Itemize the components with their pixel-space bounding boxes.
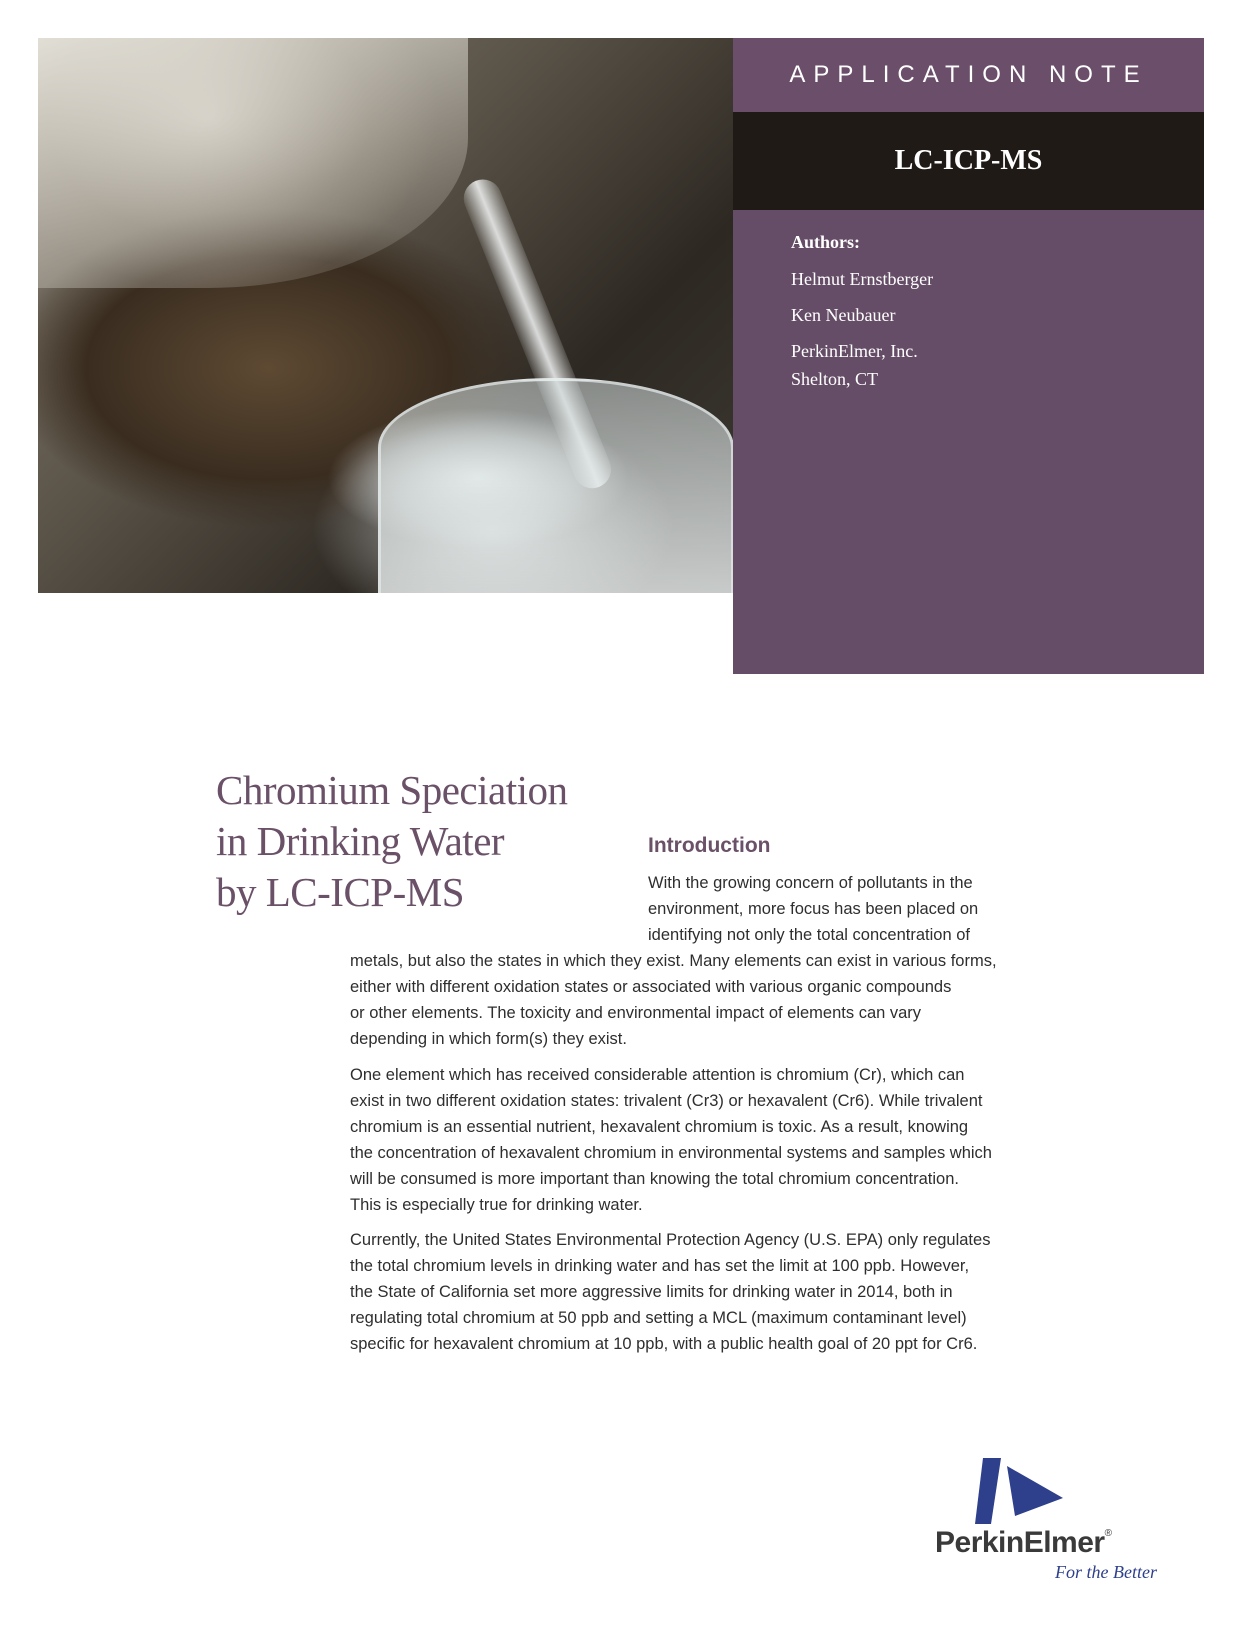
title-line: by LC-ICP-MS — [216, 869, 465, 915]
paragraph-line: specific for hexavalent chromium at 10 ppb, with a public health goal of 20 ppt for Cr6. — [350, 1335, 978, 1353]
paragraph-line: depending in which form(s) they exist. — [350, 1030, 627, 1048]
paragraph-line: chromium is an essential nutrient, hexavalent chromium is toxic. As a result, knowing — [350, 1118, 969, 1136]
technique-label: LC-ICP-MS — [894, 145, 1043, 176]
introduction-heading: Introduction — [648, 834, 771, 857]
glass-shape — [378, 378, 734, 593]
paragraph-line: or other elements. The toxicity and environmental impact of elements can vary — [350, 1004, 922, 1022]
paragraph-line: regulating total chromium at 50 ppb and setting a MCL (maximum contaminant level) — [350, 1309, 967, 1327]
paragraph-line: environment, more focus has been placed on — [648, 900, 979, 918]
author-name: Ken Neubauer — [791, 305, 896, 325]
paragraph-line: With the growing concern of pollutants in the — [648, 874, 973, 892]
paragraph-line: exist in two different oxidation states: trivalent (Cr3) or hexavalent (Cr6). While trivalent — [350, 1092, 983, 1110]
paragraph-line: Currently, the United States Environmental Protection Agency (U.S. EPA) only regulates — [350, 1231, 991, 1249]
hero-photo-pouring-water — [38, 38, 738, 593]
technique-banner — [733, 112, 1204, 210]
paragraph-line: either with different oxidation states or associated with various organic compounds — [350, 978, 952, 996]
perkinelmer-wordmark — [935, 1526, 1111, 1560]
paragraph-line: the concentration of hexavalent chromium in environmental systems and samples which — [350, 1144, 992, 1162]
pitcher-shape — [38, 38, 468, 288]
paragraph-line: the total chromium levels in drinking water and has set the limit at 100 ppb. However, — [350, 1257, 970, 1275]
author-affiliation: PerkinElmer, Inc. — [791, 341, 918, 361]
intro-paragraph-2 — [350, 1062, 992, 1218]
title-line: Chromium Speciation — [216, 767, 568, 813]
application-note-banner — [733, 38, 1204, 112]
wordmark-text: PerkinElmer — [935, 1526, 1105, 1559]
perkinelmer-logo-mark-icon — [975, 1458, 1065, 1524]
author-location: Shelton, CT — [791, 369, 879, 389]
authors-heading: Authors: — [791, 232, 861, 252]
logo-tagline: For the Better — [1055, 1562, 1157, 1582]
intro-paragraph-1-bottom — [350, 948, 997, 1052]
paragraph-line: This is especially true for drinking water. — [350, 1196, 643, 1214]
document-title — [216, 765, 596, 918]
paragraph-line: metals, but also the states in which they exist. Many elements can exist in various forms, — [350, 952, 997, 970]
intro-paragraph-1-top — [648, 870, 978, 948]
paragraph-line: identifying not only the total concentration of — [648, 926, 970, 944]
author-name: Helmut Ernstberger — [791, 269, 934, 289]
intro-paragraph-3 — [350, 1227, 990, 1357]
paragraph-line: One element which has received considerable attention is chromium (Cr), which can — [350, 1066, 965, 1084]
paragraph-line: the State of California set more aggressive limits for drinking water in 2014, both in — [350, 1283, 953, 1301]
paragraph-line: will be consumed is more important than knowing the total chromium concentration. — [350, 1170, 959, 1188]
authors-panel — [733, 210, 1204, 674]
title-line: in Drinking Water — [216, 818, 505, 864]
application-note-label: APPLICATION NOTE — [789, 61, 1148, 88]
registered-mark: ® — [1104, 1528, 1112, 1539]
